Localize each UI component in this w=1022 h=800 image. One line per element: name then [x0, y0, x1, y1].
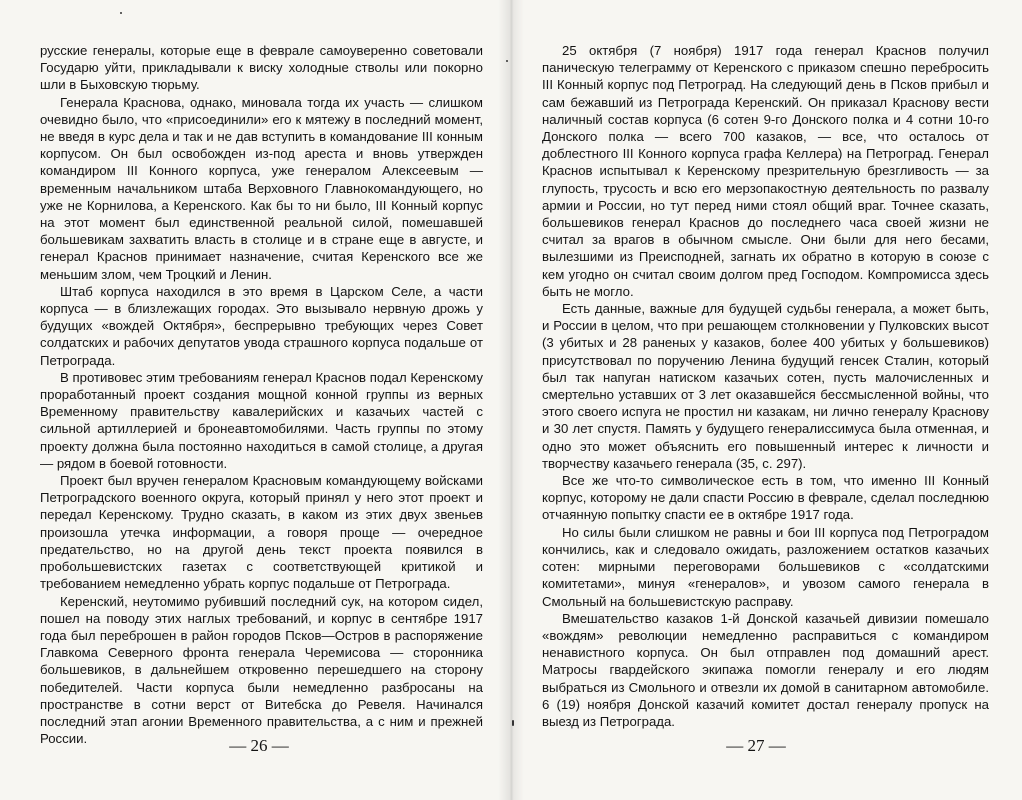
left-paragraph-2: Генерала Краснова, однако, миновала тогда их участь — слишком очевидно было, что «присоединили» его к мятежу в последний момент, не введя в курс дела и так и не дав вступить в командование III конным корпусом. Он был освобожден из-под ареста и вновь утвержден командиром III Конного корпуса, уже генералом Алексеевым — временным начальником штаба Верховного Главнокомандующего, но уже не Корнилова, а Керенского. Как бы то ни было, III Конный корпус на этот момент был единственной реальной силой, помешавшей большевикам захватить власть в столице и в стране еще в августе, и генерал Краснов принимает назначение, считая Керенского все же меньшим злом, чем Троцкий и Ленин.	[40, 94, 483, 282]
right-page	[506, 0, 1022, 800]
right-page-number: — 27 —	[726, 736, 786, 755]
left-page-number: — 26 —	[229, 736, 289, 755]
right-paragraph-4: Но силы были слишком не равны и бои III корпуса под Петроградом кончились, как и следовало ожидать, разложением остатков казачьих сотен: мирными переговорами большевиков с «солдатскими комитетами», минуя «генералов», и увозом самого генерала в Смольный на большевистскую расправу.	[542, 524, 989, 609]
left-paragraph-4: В противовес этим требованиям генерал Краснов подал Керенскому проработанный проект создания мощной конной группы из верных Временному правительству кавалерийских и казачьих частей с сильной артиллерией и бронеавтомобилями. Часть группы по этому проекту должна была постоянно находиться в самой столице, а другая — рядом в боевой готовности.	[40, 369, 483, 471]
right-page-text	[542, 42, 989, 730]
left-paragraph-5: Проект был вручен генералом Красновым командующему войсками Петроградского военного округа, который принял у него этот проект и передал Керенскому. Трудно сказать, в каком из этих двух звеньев произошла утечка информации, а говоря проще — очередное предательство, но на другой день текст проекта появился в пробольшевистских газетах с соответствующей критикой и требованием немедленно убрать корпус подальше от Петрограда.	[40, 473, 483, 592]
left-paragraph-6: Керенский, неутомимо рубивший последний сук, на котором сидел, пошел на поводу этих наглых требований, и корпус в сентябре 1917 года был переброшен в район городов Псков—Остров в распоряжение Главкома Северного фронта генерала Черемисова — сторонника большевиков, в дальнейшем откровенно перешедшего на сторону победителей. Части корпуса были немедленно разбросаны на пространстве в сотни верст от Витебска до Ревеля. Начинался последний этап агонии Временного правительства, а с ним и прежней России.	[40, 593, 483, 747]
right-paragraph-5: Вмешательство казаков 1-й Донской казачьей дивизии помешало «вождям» революции немедленно расправиться с командиром ненавистного корпуса. Он был отправлен под домашний арест. Матросы гвардейского экипажа помогли генералу и его людям выбраться из Смольного и отвезли их домой в санитарном автомобиле. 6 (19) ноября Донской казачий комитет достал генералу пропуск на выезд из Петрограда.	[542, 610, 989, 729]
left-page	[0, 0, 506, 800]
left-paragraph-3: Штаб корпуса находился в это время в Царском Селе, а части корпуса — в близлежащих городах. Это вызывало нервную дрожь у будущих «вождей Октября», беспрерывно требующих через Совет солдатских и рабочих депутатов увода страшного корпуса подальше от Петрограда.	[40, 283, 483, 368]
right-paragraph-2: Есть данные, важные для будущей судьбы генерала, а может быть, и России в целом, что при решающем столкновении у Пулковских высот (3 убитых и 28 раненых у казаков, более 400 убитых у большевиков) присутствовал по поручению Ленина будущий генсек Сталин, который был так напуган натиском казачьих сотен, пусть малочисленных и смертельно уставших от 3 лет оказавшейся бессмысленной войны, что этого своего испуга не простил ни казакам, ни лично генералу Краснову и 30 лет спустя. Память у будущего генералиссимуса была отменная, и одно это может объяснить его повышенный интерес к личности и творчеству казачьего генерала (35, с. 297).	[542, 301, 989, 471]
right-paragraph-3: Все же что-то символическое есть в том, что именно III Конный корпус, которому не дали спасти Россию в феврале, сделал последнюю отчаянную попытку спасти ее в октябре 1917 года.	[542, 473, 989, 523]
scan-speck	[120, 12, 122, 14]
left-paragraph-1: русские генералы, которые еще в феврале самоуверенно советовали Государю уйти, прикладывали к виску холодные стволы или покорно шли в Быховскую тюрьму.	[40, 43, 483, 93]
left-page-text	[40, 42, 483, 747]
right-paragraph-1: 25 октября (7 ноября) 1917 года генерал Краснов получил паническую телеграмму от Керенского с приказом спешно перебросить III Конный корпус под Петроград. На следующий день в Псков прибыл и сам бежавший из Петрограда Керенский. Он приказал Краснову вести наличный состав корпуса (6 сотен 9-го Донского полка и 4 сотни 10-го Донского полка — всего 700 казаков, — все, что осталось от доблестного III Конного корпуса графа Келлера) на Петроград. Генерал Краснов испытывал к Керенскому презрительную брезгливость — за глупость, трусость и всю его мерзопакостную деятельность по развалу армии и России, но тут перед ними стоял общий враг. Точнее сказать, большевиков генерал Краснов до последнего часа своей жизни не считал за врагов в обычном смысле. Они были для него бесами, вылезшими из Преисподней, загнать их обратно в которую в союзе с кем угодно он считал своим долгом пред Господом. Компромисса здесь быть не могло.	[542, 43, 989, 299]
